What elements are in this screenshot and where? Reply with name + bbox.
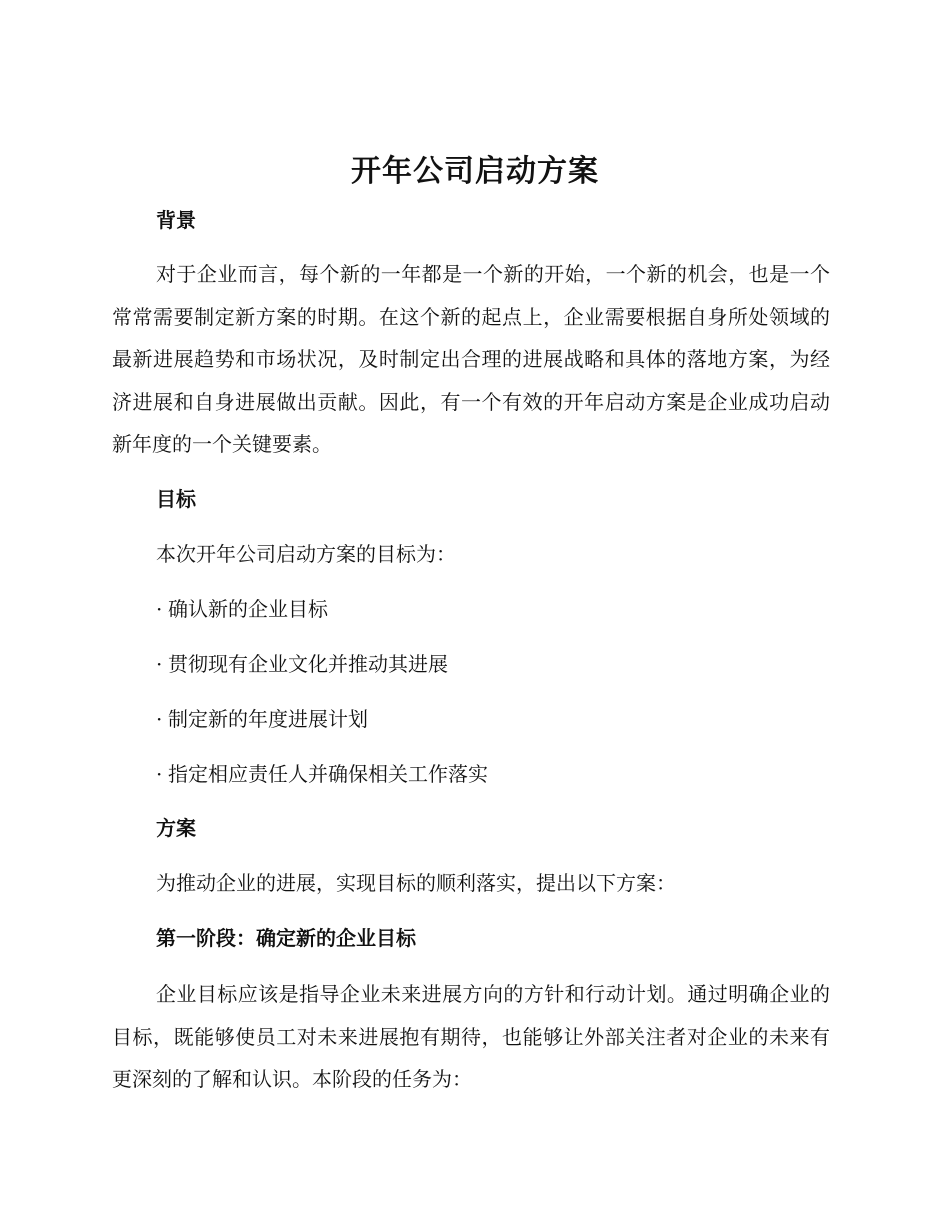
goal-bullet-item — [156, 705, 368, 733]
goal-item-text: 确认新的企业目标 — [168, 597, 328, 621]
goal-item-text: 贯彻现有企业文化并推动其进展 — [168, 652, 448, 676]
document-title: 开年公司启动方案 — [351, 154, 599, 189]
goal-bullet-item — [156, 760, 488, 788]
section-heading-background: 背景 — [156, 208, 196, 232]
goal-item-text: 指定相应责任人并确保相关工作落实 — [168, 762, 488, 786]
goal-item-text: 制定新的年度进展计划 — [168, 707, 368, 731]
bullet-mark: · — [156, 707, 163, 731]
bullet-mark: · — [156, 597, 163, 621]
background-paragraph: 对于企业而言，每个新的一年都是一个新的开始，一个新的机会，也是一个常常需要制定新方案的时期。在这个新的起点上，企业需要根据自身所处领域的最新进展趋势和市场状况，及时制定出合理的进展战略和具体的落地方案，为经济进展和自身进展做出贡献。因此，有一个有效的开年启动方案是企业成功启动新年度的一个关键要素。 — [112, 262, 830, 456]
goals-intro: 本次开年公司启动方案的目标为： — [156, 542, 456, 566]
section-heading-goals: 目标 — [156, 487, 196, 511]
section-heading-plan: 方案 — [156, 816, 196, 840]
bullet-mark: · — [156, 762, 163, 786]
stage1-heading: 第一阶段：确定新的企业目标 — [156, 926, 416, 950]
stage1-paragraph: 企业目标应该是指导企业未来进展方向的方针和行动计划。通过明确企业的目标，既能够使员工对未来进展抱有期待，也能够让外部关注者对企业的未来有更深刻的了解和认识。本阶段的任务为： — [112, 982, 830, 1091]
bullet-mark: · — [156, 652, 163, 676]
goal-bullet-item — [156, 650, 448, 678]
plan-intro: 为推动企业的进展，实现目标的顺利落实，提出以下方案： — [156, 871, 676, 895]
goal-bullet-item — [156, 595, 328, 623]
